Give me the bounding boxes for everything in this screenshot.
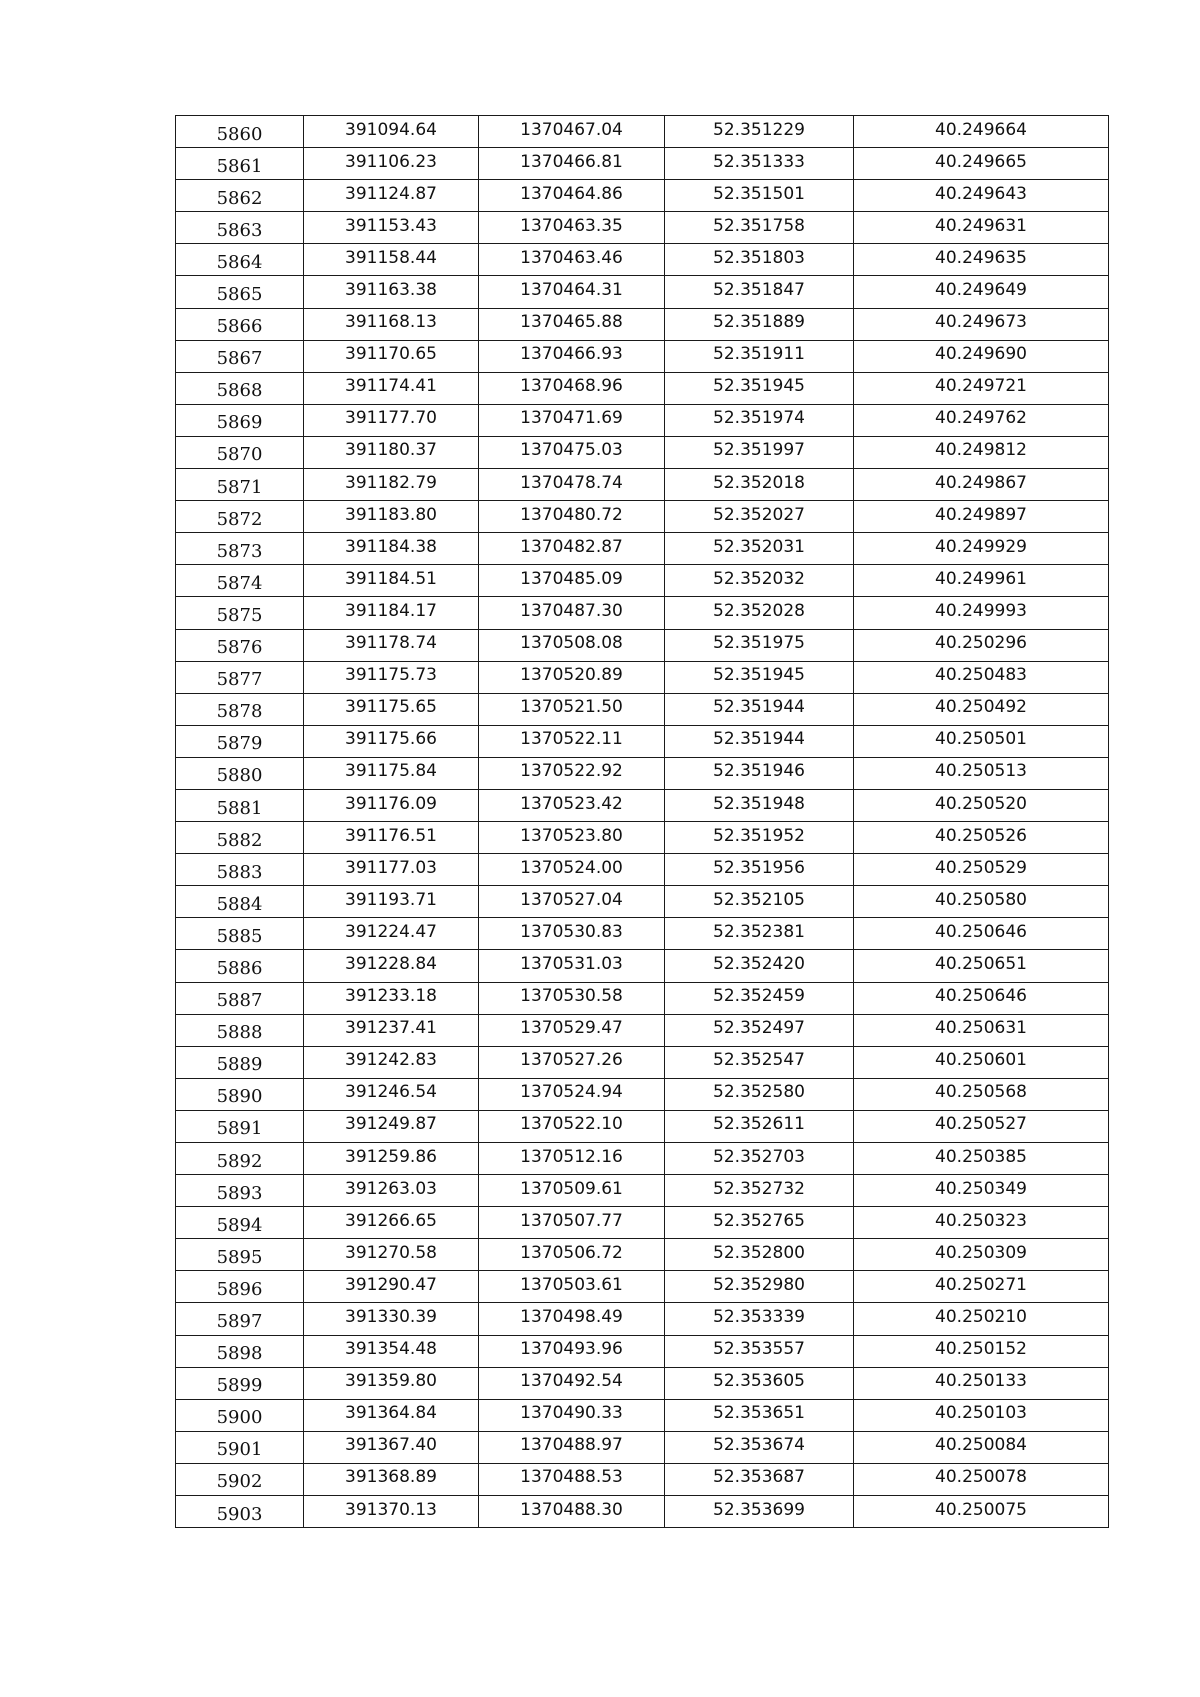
x-coordinate-cell: 391158.44: [304, 244, 479, 276]
point-number-cell: 5866: [176, 308, 304, 340]
longitude-cell: 40.250385: [854, 1143, 1109, 1175]
table-row: [176, 1431, 1109, 1463]
latitude-cell: 52.353699: [665, 1496, 854, 1528]
y-coordinate-cell: 1370488.30: [479, 1496, 665, 1528]
x-coordinate-cell: 391193.71: [304, 886, 479, 918]
y-coordinate-cell: 1370523.42: [479, 789, 665, 821]
longitude-cell: 40.250323: [854, 1207, 1109, 1239]
x-coordinate-cell: 391237.41: [304, 1014, 479, 1046]
latitude-cell: 52.351946: [665, 757, 854, 789]
y-coordinate-cell: 1370523.80: [479, 822, 665, 854]
latitude-cell: 52.352031: [665, 533, 854, 565]
y-coordinate-cell: 1370522.11: [479, 725, 665, 757]
x-coordinate-cell: 391263.03: [304, 1175, 479, 1207]
longitude-cell: 40.250296: [854, 629, 1109, 661]
table-row: [176, 950, 1109, 982]
longitude-cell: 40.250084: [854, 1431, 1109, 1463]
longitude-cell: 40.249961: [854, 565, 1109, 597]
y-coordinate-cell: 1370529.47: [479, 1014, 665, 1046]
x-coordinate-cell: 391367.40: [304, 1431, 479, 1463]
longitude-cell: 40.250568: [854, 1078, 1109, 1110]
latitude-cell: 52.351758: [665, 212, 854, 244]
y-coordinate-cell: 1370531.03: [479, 950, 665, 982]
table-row: [176, 180, 1109, 212]
table-row: [176, 822, 1109, 854]
y-coordinate-cell: 1370467.04: [479, 116, 665, 148]
x-coordinate-cell: 391246.54: [304, 1078, 479, 1110]
y-coordinate-cell: 1370506.72: [479, 1239, 665, 1271]
y-coordinate-cell: 1370487.30: [479, 597, 665, 629]
table-row: [176, 1046, 1109, 1078]
table-row: [176, 244, 1109, 276]
y-coordinate-cell: 1370521.50: [479, 693, 665, 725]
longitude-cell: 40.249721: [854, 372, 1109, 404]
y-coordinate-cell: 1370522.10: [479, 1110, 665, 1142]
table-row: [176, 308, 1109, 340]
longitude-cell: 40.250133: [854, 1367, 1109, 1399]
point-number-cell: 5877: [176, 661, 304, 693]
latitude-cell: 52.351944: [665, 693, 854, 725]
table-row: [176, 1271, 1109, 1303]
x-coordinate-cell: 391177.03: [304, 854, 479, 886]
longitude-cell: 40.249649: [854, 276, 1109, 308]
latitude-cell: 52.352459: [665, 982, 854, 1014]
latitude-cell: 52.353605: [665, 1367, 854, 1399]
x-coordinate-cell: 391330.39: [304, 1303, 479, 1335]
table-row: [176, 1367, 1109, 1399]
point-number-cell: 5891: [176, 1110, 304, 1142]
x-coordinate-cell: 391290.47: [304, 1271, 479, 1303]
x-coordinate-cell: 391168.13: [304, 308, 479, 340]
x-coordinate-cell: 391184.17: [304, 597, 479, 629]
longitude-cell: 40.250526: [854, 822, 1109, 854]
y-coordinate-cell: 1370468.96: [479, 372, 665, 404]
longitude-cell: 40.250527: [854, 1110, 1109, 1142]
x-coordinate-cell: 391183.80: [304, 501, 479, 533]
table-row: [176, 1463, 1109, 1495]
table-row: [176, 1143, 1109, 1175]
point-number-cell: 5897: [176, 1303, 304, 1335]
longitude-cell: 40.250210: [854, 1303, 1109, 1335]
latitude-cell: 52.352800: [665, 1239, 854, 1271]
longitude-cell: 40.250646: [854, 982, 1109, 1014]
table-row: [176, 1014, 1109, 1046]
x-coordinate-cell: 391170.65: [304, 340, 479, 372]
point-number-cell: 5898: [176, 1335, 304, 1367]
latitude-cell: 52.351974: [665, 404, 854, 436]
table-row: [176, 116, 1109, 148]
latitude-cell: 52.351803: [665, 244, 854, 276]
table-row: [176, 565, 1109, 597]
x-coordinate-cell: 391180.37: [304, 436, 479, 468]
longitude-cell: 40.249812: [854, 436, 1109, 468]
point-number-cell: 5874: [176, 565, 304, 597]
longitude-cell: 40.250492: [854, 693, 1109, 725]
latitude-cell: 52.353674: [665, 1431, 854, 1463]
x-coordinate-cell: 391364.84: [304, 1399, 479, 1431]
x-coordinate-cell: 391175.73: [304, 661, 479, 693]
x-coordinate-cell: 391124.87: [304, 180, 479, 212]
longitude-cell: 40.250631: [854, 1014, 1109, 1046]
x-coordinate-cell: 391370.13: [304, 1496, 479, 1528]
y-coordinate-cell: 1370466.93: [479, 340, 665, 372]
table-row: [176, 725, 1109, 757]
y-coordinate-cell: 1370493.96: [479, 1335, 665, 1367]
table-row: [176, 1110, 1109, 1142]
y-coordinate-cell: 1370492.54: [479, 1367, 665, 1399]
table-row: [176, 1399, 1109, 1431]
x-coordinate-cell: 391182.79: [304, 469, 479, 501]
point-number-cell: 5885: [176, 918, 304, 950]
y-coordinate-cell: 1370465.88: [479, 308, 665, 340]
table-row: [176, 1078, 1109, 1110]
longitude-cell: 40.250349: [854, 1175, 1109, 1207]
y-coordinate-cell: 1370464.86: [479, 180, 665, 212]
latitude-cell: 52.352105: [665, 886, 854, 918]
table-row: [176, 533, 1109, 565]
longitude-cell: 40.249673: [854, 308, 1109, 340]
latitude-cell: 52.351229: [665, 116, 854, 148]
x-coordinate-cell: 391266.65: [304, 1207, 479, 1239]
point-number-cell: 5868: [176, 372, 304, 404]
longitude-cell: 40.250580: [854, 886, 1109, 918]
table-row: [176, 436, 1109, 468]
x-coordinate-cell: 391176.51: [304, 822, 479, 854]
point-number-cell: 5870: [176, 436, 304, 468]
y-coordinate-cell: 1370530.58: [479, 982, 665, 1014]
latitude-cell: 52.351952: [665, 822, 854, 854]
latitude-cell: 52.352611: [665, 1110, 854, 1142]
point-number-cell: 5896: [176, 1271, 304, 1303]
point-number-cell: 5882: [176, 822, 304, 854]
longitude-cell: 40.249897: [854, 501, 1109, 533]
latitude-cell: 52.351975: [665, 629, 854, 661]
x-coordinate-cell: 391175.66: [304, 725, 479, 757]
table-row: [176, 212, 1109, 244]
longitude-cell: 40.250152: [854, 1335, 1109, 1367]
latitude-cell: 52.351501: [665, 180, 854, 212]
longitude-cell: 40.249993: [854, 597, 1109, 629]
y-coordinate-cell: 1370520.89: [479, 661, 665, 693]
x-coordinate-cell: 391175.65: [304, 693, 479, 725]
longitude-cell: 40.250520: [854, 789, 1109, 821]
point-number-cell: 5876: [176, 629, 304, 661]
latitude-cell: 52.353557: [665, 1335, 854, 1367]
longitude-cell: 40.250651: [854, 950, 1109, 982]
point-number-cell: 5892: [176, 1143, 304, 1175]
x-coordinate-cell: 391174.41: [304, 372, 479, 404]
latitude-cell: 52.352420: [665, 950, 854, 982]
longitude-cell: 40.249635: [854, 244, 1109, 276]
latitude-cell: 52.353651: [665, 1399, 854, 1431]
x-coordinate-cell: 391270.58: [304, 1239, 479, 1271]
point-number-cell: 5901: [176, 1431, 304, 1463]
longitude-cell: 40.250483: [854, 661, 1109, 693]
point-number-cell: 5886: [176, 950, 304, 982]
point-number-cell: 5903: [176, 1496, 304, 1528]
longitude-cell: 40.250103: [854, 1399, 1109, 1431]
latitude-cell: 52.351944: [665, 725, 854, 757]
point-number-cell: 5893: [176, 1175, 304, 1207]
table-row: [176, 854, 1109, 886]
x-coordinate-cell: 391228.84: [304, 950, 479, 982]
longitude-cell: 40.250501: [854, 725, 1109, 757]
x-coordinate-cell: 391153.43: [304, 212, 479, 244]
x-coordinate-cell: 391224.47: [304, 918, 479, 950]
table-row: [176, 1207, 1109, 1239]
table-row: [176, 918, 1109, 950]
point-number-cell: 5880: [176, 757, 304, 789]
x-coordinate-cell: 391242.83: [304, 1046, 479, 1078]
latitude-cell: 52.353687: [665, 1463, 854, 1495]
y-coordinate-cell: 1370485.09: [479, 565, 665, 597]
table-row: [176, 982, 1109, 1014]
y-coordinate-cell: 1370530.83: [479, 918, 665, 950]
point-number-cell: 5873: [176, 533, 304, 565]
x-coordinate-cell: 391368.89: [304, 1463, 479, 1495]
longitude-cell: 40.249690: [854, 340, 1109, 372]
table-row: [176, 276, 1109, 308]
latitude-cell: 52.351945: [665, 661, 854, 693]
latitude-cell: 52.351945: [665, 372, 854, 404]
point-number-cell: 5888: [176, 1014, 304, 1046]
longitude-cell: 40.249664: [854, 116, 1109, 148]
y-coordinate-cell: 1370480.72: [479, 501, 665, 533]
longitude-cell: 40.249631: [854, 212, 1109, 244]
y-coordinate-cell: 1370466.81: [479, 148, 665, 180]
latitude-cell: 52.352027: [665, 501, 854, 533]
latitude-cell: 52.352381: [665, 918, 854, 950]
y-coordinate-cell: 1370463.46: [479, 244, 665, 276]
longitude-cell: 40.250529: [854, 854, 1109, 886]
x-coordinate-cell: 391106.23: [304, 148, 479, 180]
y-coordinate-cell: 1370471.69: [479, 404, 665, 436]
point-number-cell: 5881: [176, 789, 304, 821]
latitude-cell: 52.351911: [665, 340, 854, 372]
table-row: [176, 1239, 1109, 1271]
latitude-cell: 52.351948: [665, 789, 854, 821]
table-row: [176, 469, 1109, 501]
point-number-cell: 5872: [176, 501, 304, 533]
point-number-cell: 5902: [176, 1463, 304, 1495]
point-number-cell: 5890: [176, 1078, 304, 1110]
latitude-cell: 52.352547: [665, 1046, 854, 1078]
table-row: [176, 404, 1109, 436]
point-number-cell: 5867: [176, 340, 304, 372]
point-number-cell: 5875: [176, 597, 304, 629]
x-coordinate-cell: 391176.09: [304, 789, 479, 821]
longitude-cell: 40.249929: [854, 533, 1109, 565]
table-row: [176, 886, 1109, 918]
table-row: [176, 1175, 1109, 1207]
point-number-cell: 5895: [176, 1239, 304, 1271]
table-row: [176, 1303, 1109, 1335]
latitude-cell: 52.353339: [665, 1303, 854, 1335]
y-coordinate-cell: 1370527.04: [479, 886, 665, 918]
y-coordinate-cell: 1370527.26: [479, 1046, 665, 1078]
point-number-cell: 5862: [176, 180, 304, 212]
x-coordinate-cell: 391163.38: [304, 276, 479, 308]
x-coordinate-cell: 391354.48: [304, 1335, 479, 1367]
table-row: [176, 1335, 1109, 1367]
latitude-cell: 52.352732: [665, 1175, 854, 1207]
latitude-cell: 52.352028: [665, 597, 854, 629]
y-coordinate-cell: 1370503.61: [479, 1271, 665, 1303]
longitude-cell: 40.249867: [854, 469, 1109, 501]
y-coordinate-cell: 1370508.08: [479, 629, 665, 661]
coordinates-table-body: [176, 116, 1109, 1528]
y-coordinate-cell: 1370524.00: [479, 854, 665, 886]
x-coordinate-cell: 391184.38: [304, 533, 479, 565]
point-number-cell: 5884: [176, 886, 304, 918]
table-row: [176, 340, 1109, 372]
longitude-cell: 40.250309: [854, 1239, 1109, 1271]
y-coordinate-cell: 1370464.31: [479, 276, 665, 308]
table-row: [176, 1496, 1109, 1528]
y-coordinate-cell: 1370482.87: [479, 533, 665, 565]
y-coordinate-cell: 1370498.49: [479, 1303, 665, 1335]
table-row: [176, 757, 1109, 789]
point-number-cell: 5861: [176, 148, 304, 180]
longitude-cell: 40.250075: [854, 1496, 1109, 1528]
x-coordinate-cell: 391359.80: [304, 1367, 479, 1399]
x-coordinate-cell: 391184.51: [304, 565, 479, 597]
longitude-cell: 40.250601: [854, 1046, 1109, 1078]
table-row: [176, 661, 1109, 693]
longitude-cell: 40.249665: [854, 148, 1109, 180]
latitude-cell: 52.351889: [665, 308, 854, 340]
point-number-cell: 5869: [176, 404, 304, 436]
point-number-cell: 5864: [176, 244, 304, 276]
y-coordinate-cell: 1370488.97: [479, 1431, 665, 1463]
y-coordinate-cell: 1370512.16: [479, 1143, 665, 1175]
table-row: [176, 693, 1109, 725]
latitude-cell: 52.352580: [665, 1078, 854, 1110]
x-coordinate-cell: 391249.87: [304, 1110, 479, 1142]
table-row: [176, 148, 1109, 180]
latitude-cell: 52.351997: [665, 436, 854, 468]
table-row: [176, 629, 1109, 661]
longitude-cell: 40.249762: [854, 404, 1109, 436]
point-number-cell: 5883: [176, 854, 304, 886]
y-coordinate-cell: 1370522.92: [479, 757, 665, 789]
latitude-cell: 52.351956: [665, 854, 854, 886]
latitude-cell: 52.352497: [665, 1014, 854, 1046]
y-coordinate-cell: 1370507.77: [479, 1207, 665, 1239]
x-coordinate-cell: 391233.18: [304, 982, 479, 1014]
table-row: [176, 789, 1109, 821]
table-row: [176, 372, 1109, 404]
latitude-cell: 52.351333: [665, 148, 854, 180]
latitude-cell: 52.352980: [665, 1271, 854, 1303]
point-number-cell: 5894: [176, 1207, 304, 1239]
y-coordinate-cell: 1370488.53: [479, 1463, 665, 1495]
point-number-cell: 5889: [176, 1046, 304, 1078]
longitude-cell: 40.249643: [854, 180, 1109, 212]
y-coordinate-cell: 1370524.94: [479, 1078, 665, 1110]
x-coordinate-cell: 391259.86: [304, 1143, 479, 1175]
latitude-cell: 52.352032: [665, 565, 854, 597]
point-number-cell: 5879: [176, 725, 304, 757]
point-number-cell: 5871: [176, 469, 304, 501]
point-number-cell: 5887: [176, 982, 304, 1014]
point-number-cell: 5863: [176, 212, 304, 244]
longitude-cell: 40.250646: [854, 918, 1109, 950]
y-coordinate-cell: 1370490.33: [479, 1399, 665, 1431]
coordinates-table: [175, 115, 1109, 1528]
table-row: [176, 597, 1109, 629]
latitude-cell: 52.352765: [665, 1207, 854, 1239]
longitude-cell: 40.250271: [854, 1271, 1109, 1303]
longitude-cell: 40.250513: [854, 757, 1109, 789]
point-number-cell: 5900: [176, 1399, 304, 1431]
x-coordinate-cell: 391177.70: [304, 404, 479, 436]
latitude-cell: 52.352018: [665, 469, 854, 501]
y-coordinate-cell: 1370509.61: [479, 1175, 665, 1207]
x-coordinate-cell: 391178.74: [304, 629, 479, 661]
point-number-cell: 5860: [176, 116, 304, 148]
table-row: [176, 501, 1109, 533]
longitude-cell: 40.250078: [854, 1463, 1109, 1495]
latitude-cell: 52.351847: [665, 276, 854, 308]
point-number-cell: 5899: [176, 1367, 304, 1399]
y-coordinate-cell: 1370478.74: [479, 469, 665, 501]
x-coordinate-cell: 391094.64: [304, 116, 479, 148]
latitude-cell: 52.352703: [665, 1143, 854, 1175]
point-number-cell: 5865: [176, 276, 304, 308]
point-number-cell: 5878: [176, 693, 304, 725]
y-coordinate-cell: 1370475.03: [479, 436, 665, 468]
y-coordinate-cell: 1370463.35: [479, 212, 665, 244]
x-coordinate-cell: 391175.84: [304, 757, 479, 789]
